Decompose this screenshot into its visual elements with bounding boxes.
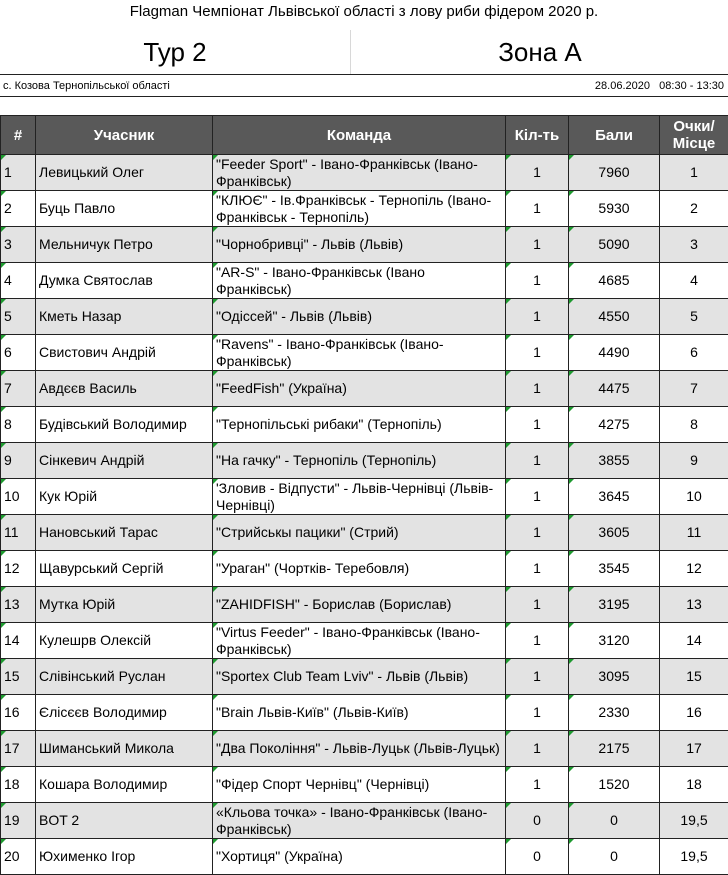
row-number: 8 [1,407,36,443]
row-number: 18 [1,767,36,803]
catch-count: 1 [506,299,569,335]
points-value: 4275 [569,407,660,443]
points-value: 2330 [569,695,660,731]
catch-count: 1 [506,587,569,623]
place-value: 4 [660,263,728,299]
participant-name: Єлісєєв Володимир [36,695,213,731]
table-row [1,263,728,299]
points-value: 7960 [569,155,660,191]
place-value: 12 [660,551,728,587]
row-number: 3 [1,227,36,263]
catch-count: 1 [506,695,569,731]
points-value: 1520 [569,767,660,803]
participant-name: Нановський Тарас [36,515,213,551]
table-row [1,515,728,551]
place-value: 6 [660,335,728,371]
col-header-participant: Учасник [36,116,213,155]
table-row [1,551,728,587]
header-divider [350,30,351,74]
catch-count: 1 [506,407,569,443]
place-value: 2 [660,191,728,227]
participant-name: Кметь Назар [36,299,213,335]
team-name: "Ravens" - Івано-Франківськ (Івано-Франківськ) [213,335,506,371]
participant-name: BOT 2 [36,803,213,839]
points-value: 5930 [569,191,660,227]
catch-count: 1 [506,623,569,659]
participant-name: Кошара Володимир [36,767,213,803]
catch-count: 1 [506,263,569,299]
participant-name: Левицький Олег [36,155,213,191]
col-header-points: Бали [569,116,660,155]
team-name: "Тернопільські рибаки" (Тернопіль) [213,407,506,443]
place-value: 18 [660,767,728,803]
row-number: 6 [1,335,36,371]
catch-count: 0 [506,839,569,875]
place-value: 13 [660,587,728,623]
info-rule [0,96,728,97]
participant-name: Буць Павло [36,191,213,227]
team-name: 'Зловив - Відпусти" - Львів-Чернівці (Львів-Чернівці) [213,479,506,515]
participant-name: Кук Юрій [36,479,213,515]
table-row [1,803,728,839]
participant-name: Будівський Володимир [36,407,213,443]
time-text: 08:30 - 13:30 [659,80,724,92]
table-row [1,443,728,479]
catch-count: 1 [506,191,569,227]
table-row [1,587,728,623]
row-number: 17 [1,731,36,767]
team-name: "Хортиця" (Україна) [213,839,506,875]
place-value: 19,5 [660,803,728,839]
round-label: Тур 2 [0,32,350,72]
catch-count: 1 [506,155,569,191]
row-number: 16 [1,695,36,731]
team-name: "FeedFish" (Україна) [213,371,506,407]
points-value: 4475 [569,371,660,407]
col-header-count: Кіл-ть [506,116,569,155]
points-value: 3645 [569,479,660,515]
row-number: 9 [1,443,36,479]
row-number: 19 [1,803,36,839]
team-name: "Ураган" (Чортків- Теребовля) [213,551,506,587]
points-value: 0 [569,839,660,875]
results-table [0,115,728,875]
table-row [1,227,728,263]
participant-name: Думка Святослав [36,263,213,299]
place-value: 5 [660,299,728,335]
points-value: 4685 [569,263,660,299]
catch-count: 1 [506,479,569,515]
team-name: «Кльова точка» - Івано-Франківськ (Івано-Франківськ) [213,803,506,839]
catch-count: 1 [506,731,569,767]
place-value: 15 [660,659,728,695]
table-header-row [1,116,728,155]
catch-count: 1 [506,371,569,407]
place-value: 16 [660,695,728,731]
place-value: 7 [660,371,728,407]
header-rule [0,74,728,75]
place-value: 17 [660,731,728,767]
row-number: 7 [1,371,36,407]
row-number: 12 [1,551,36,587]
table-row [1,335,728,371]
team-name: "Virtus Feeder" - Івано-Франківськ (Івано-Франківськ) [213,623,506,659]
points-value: 3605 [569,515,660,551]
row-number: 1 [1,155,36,191]
place-value: 8 [660,407,728,443]
row-number: 10 [1,479,36,515]
participant-name: Слівінський Руслан [36,659,213,695]
points-value: 3545 [569,551,660,587]
table-row [1,407,728,443]
table-row [1,731,728,767]
points-value: 2175 [569,731,660,767]
row-number: 15 [1,659,36,695]
participant-name: Шиманський Микола [36,731,213,767]
participant-name: Сінкевич Андрій [36,443,213,479]
team-name: "Sportex Club Team Lviv" - Львів (Львів) [213,659,506,695]
table-row [1,479,728,515]
table-body [1,155,728,875]
table-row [1,299,728,335]
participant-name: Кулешрв Олексій [36,623,213,659]
points-value: 3855 [569,443,660,479]
row-number: 4 [1,263,36,299]
place-value: 9 [660,443,728,479]
place-value: 10 [660,479,728,515]
points-value: 4490 [569,335,660,371]
row-number: 11 [1,515,36,551]
place-value: 14 [660,623,728,659]
participant-name: Юхименко Ігор [36,839,213,875]
team-name: "КЛЮЄ" - Ів.Франківськ - Тернопіль (Івано-Франківськ - Тернопіль) [213,191,506,227]
place-value: 19,5 [660,839,728,875]
catch-count: 1 [506,443,569,479]
date-time [595,80,724,92]
participant-name: Мутка Юрій [36,587,213,623]
catch-count: 1 [506,659,569,695]
team-name: "AR-S" - Івано-Франківськ (Івано Франківськ) [213,263,506,299]
row-number: 14 [1,623,36,659]
catch-count: 1 [506,515,569,551]
team-name: "Feeder Sport" - Івано-Франківськ (Івано-Франківськ) [213,155,506,191]
row-number: 2 [1,191,36,227]
participant-name: Авдєєв Василь [36,371,213,407]
team-name: "На гачку" - Тернопіль (Тернопіль) [213,443,506,479]
place-value: 1 [660,155,728,191]
points-value: 4550 [569,299,660,335]
participant-name: Свистович Андрій [36,335,213,371]
catch-count: 1 [506,551,569,587]
row-number: 20 [1,839,36,875]
catch-count: 1 [506,767,569,803]
team-name: "Фідер Спорт Чернівц" (Чернівці) [213,767,506,803]
team-name: "Два Покоління" - Львів-Луцьк (Львів-Луцьк) [213,731,506,767]
place-value: 3 [660,227,728,263]
catch-count: 1 [506,335,569,371]
team-name: "Чорнобривці" - Львів (Львів) [213,227,506,263]
table-row [1,695,728,731]
table-row [1,839,728,875]
catch-count: 0 [506,803,569,839]
col-header-place: Очки/ Місце [660,116,728,155]
points-value: 3195 [569,587,660,623]
points-value: 3120 [569,623,660,659]
points-value: 3095 [569,659,660,695]
table-row [1,767,728,803]
table-row [1,155,728,191]
place-value: 11 [660,515,728,551]
points-value: 0 [569,803,660,839]
col-header-number: # [1,116,36,155]
row-number: 5 [1,299,36,335]
page-title: Flagman Чемпіонат Львівської області з лову риби фідером 2020 р. [0,0,728,24]
team-name: "Brain Львів-Київ" (Львів-Київ) [213,695,506,731]
participant-name: Щавурський Сергій [36,551,213,587]
location-text: с. Козова Тернопільської області [3,80,170,92]
team-name: "Одіссей" - Львів (Львів) [213,299,506,335]
points-value: 5090 [569,227,660,263]
team-name: "Стрийськы пацики" (Стрий) [213,515,506,551]
table-row [1,191,728,227]
team-name: "ZAHIDFISH" - Борислав (Борислав) [213,587,506,623]
catch-count: 1 [506,227,569,263]
date-text: 28.06.2020 [595,80,650,92]
table-row [1,371,728,407]
participant-name: Мельничук Петро [36,227,213,263]
row-number: 13 [1,587,36,623]
table-row [1,659,728,695]
table-row [1,623,728,659]
col-header-team: Команда [213,116,506,155]
zone-label: Зона А [352,32,728,72]
